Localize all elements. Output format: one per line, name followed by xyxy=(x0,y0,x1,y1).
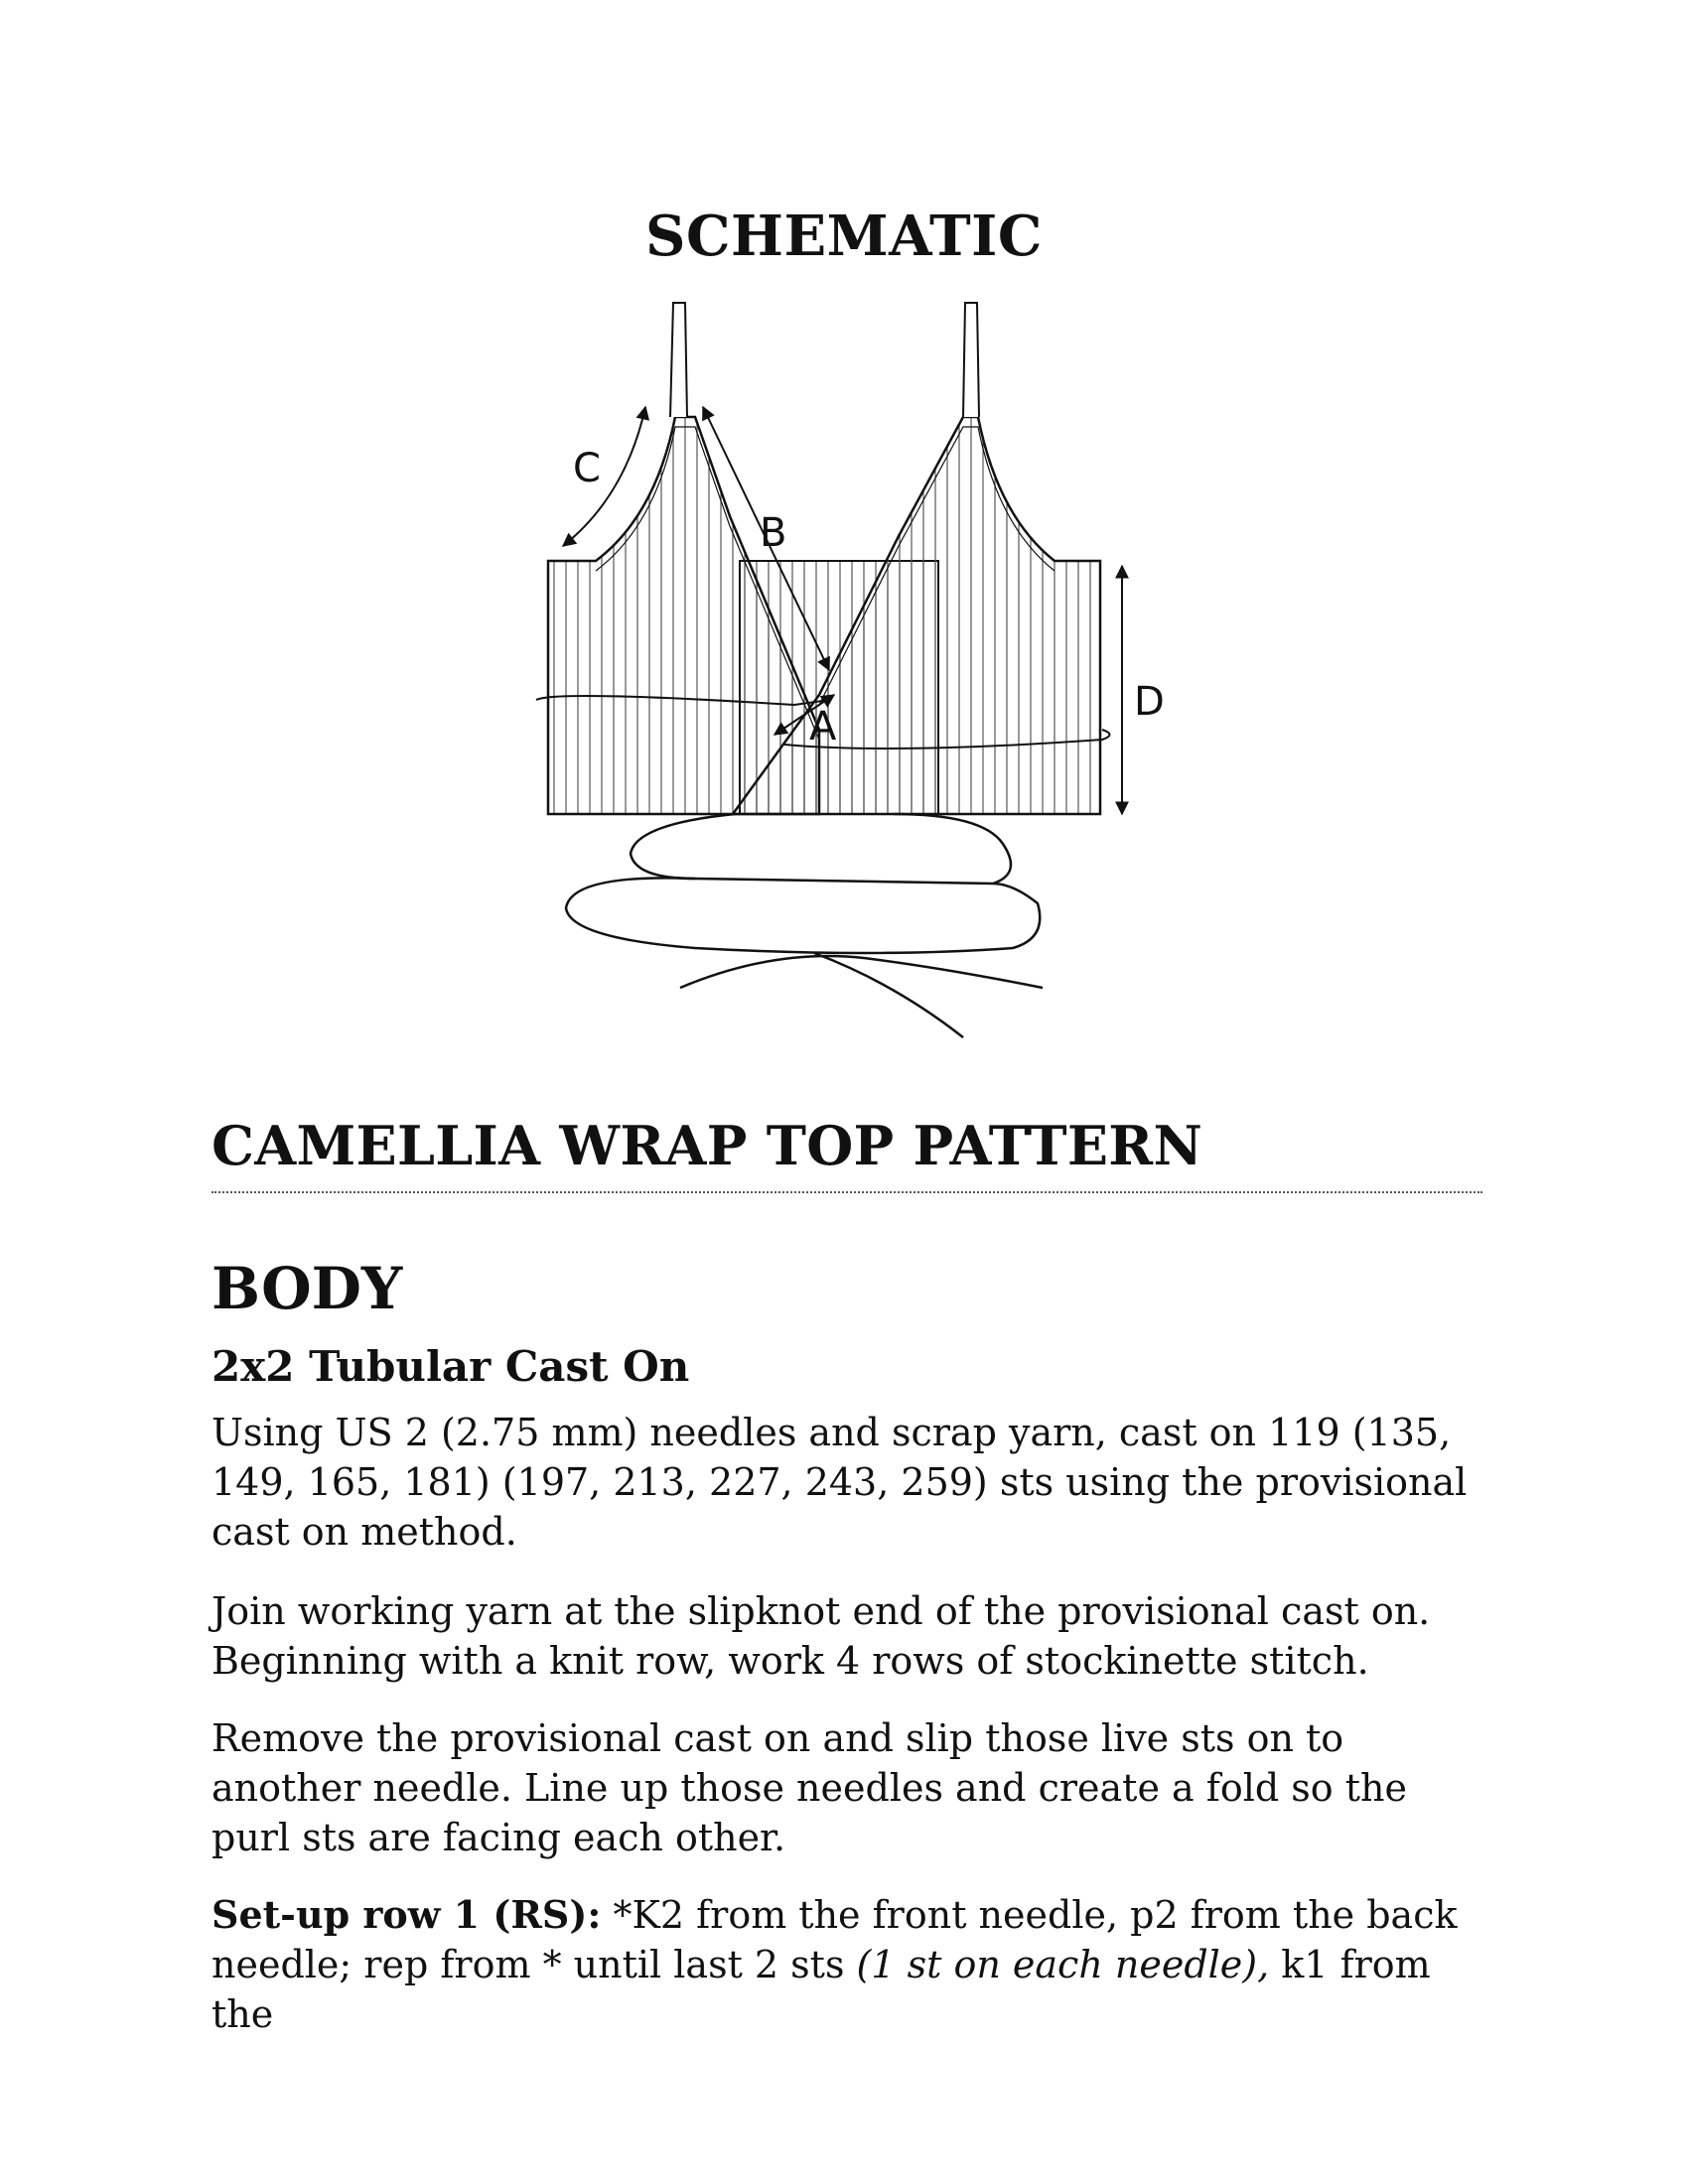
setup-row-text-b: k1 from the xyxy=(211,1943,1431,2036)
wrap-top-schematic-diagram xyxy=(496,288,1192,1062)
paragraph-remove-cast-on: Remove the provisional cast on and slip those live sts on to another needle. Line up those needles and create a fold so the purl sts are facing each other. xyxy=(211,1716,1407,1859)
label-d: D xyxy=(1134,679,1165,725)
right-strap xyxy=(963,303,979,417)
paragraph-join-yarn: Join working yarn at the slipknot end of the provisional cast on. Beginning with a knit row, work 4 rows of stockinette stitch. xyxy=(211,1589,1431,1683)
section-heading: BODY xyxy=(211,1255,403,1322)
setup-row-italic: (1 st on each needle), xyxy=(856,1943,1270,1986)
paragraph-cast-on: Using US 2 (2.75 mm) needles and scrap yarn, cast on 119 (135, 149, 165, 181) (197, 213, 227, 243, 259) sts using the provisional cast on method. xyxy=(211,1411,1468,1554)
label-b: B xyxy=(760,510,787,556)
label-c: C xyxy=(573,446,601,491)
tie-loop-1 xyxy=(631,814,1011,884)
tie-loop-2 xyxy=(566,878,1040,953)
pattern-title: CAMELLIA WRAP TOP PATTERN xyxy=(211,1114,1203,1177)
label-a: A xyxy=(809,704,837,750)
sub-heading: 2x2 Tubular Cast On xyxy=(211,1342,690,1391)
setup-row-text-a: *K2 from the front needle, p2 from the back needle; rep from * until last 2 sts xyxy=(211,1893,1458,1986)
paragraph-setup-row xyxy=(211,1890,1492,2039)
title-divider xyxy=(211,1191,1482,1193)
setup-row-label: Set-up row 1 (RS): xyxy=(211,1892,602,1937)
tie-end-2 xyxy=(814,953,963,1037)
schematic-title: SCHEMATIC xyxy=(645,204,1043,269)
left-strap xyxy=(670,303,687,417)
tie-end-1 xyxy=(680,956,1043,988)
